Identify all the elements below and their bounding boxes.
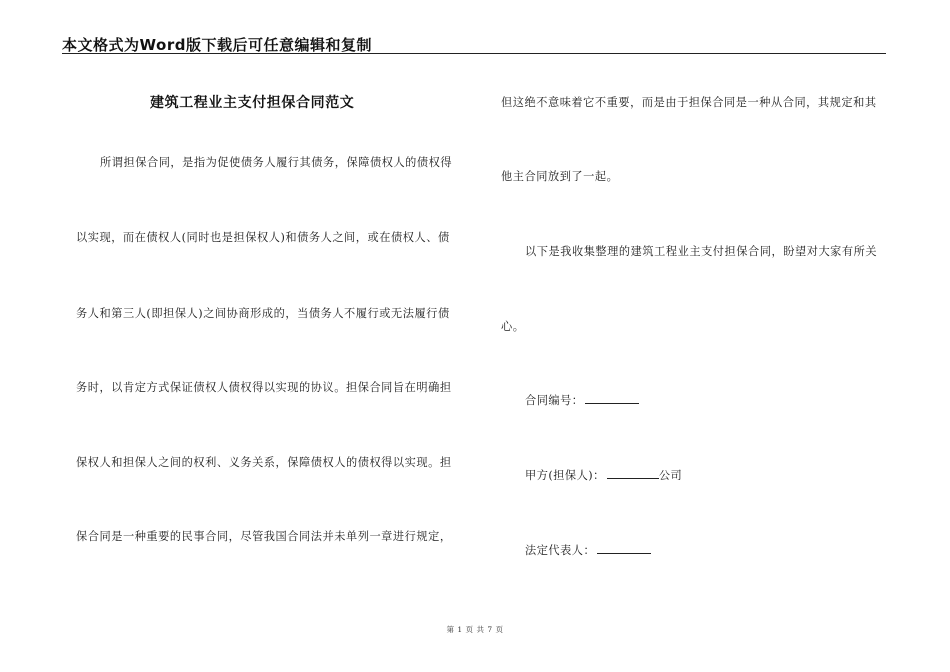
paragraph-line: 保合同是一种重要的民事合同，尽管我国合同法并未单列一章进行规定， [76,530,452,543]
legal-representative-label: 法定代表人： [525,544,596,557]
party-a-blank[interactable] [607,468,659,479]
page-footer: 第 1 页 共 7 页 [446,625,504,634]
legal-representative-field [525,542,651,558]
paragraph-line: 所谓担保合同，是指为促使债务人履行其债务，保障债权人的债权得 [100,156,453,169]
paragraph-line: 务时，以肯定方式保证债权人债权得以实现的协议。担保合同旨在明确担 [76,381,452,394]
paragraph-line: 但这绝不意味着它不重要，而是由于担保合同是一种从合同，其规定和其 [501,96,877,109]
contract-number-label: 合同编号： [525,394,584,407]
party-a-field [525,467,682,483]
contract-number-blank[interactable] [585,393,639,404]
legal-representative-blank[interactable] [597,543,651,554]
contract-number-field [525,392,639,408]
paragraph-line: 心。 [501,320,525,333]
header-divider [62,53,886,54]
party-a-label: 甲方(担保人)： [525,469,605,482]
paragraph-line: 以下是我收集整理的建筑工程业主支付担保合同，盼望对大家有所关 [525,245,878,258]
paragraph-line: 务人和第三人(即担保人)之间协商形成的，当债务人不履行或无法履行债 [76,307,450,320]
paragraph-line: 以实现，而在债权人(同时也是担保权人)和债务人之间，或在债权人、债 [76,231,450,244]
paragraph-line: 保权人和担保人之间的权利、义务关系，保障债权人的债权得以实现。担 [76,456,452,469]
document-title: 建筑工程业主支付担保合同范文 [150,95,355,111]
party-a-suffix: 公司 [658,469,683,482]
document-header: 本文格式为Word版下载后可任意编辑和复制 [62,36,372,54]
paragraph-line: 他主合同放到了一起。 [501,170,619,183]
